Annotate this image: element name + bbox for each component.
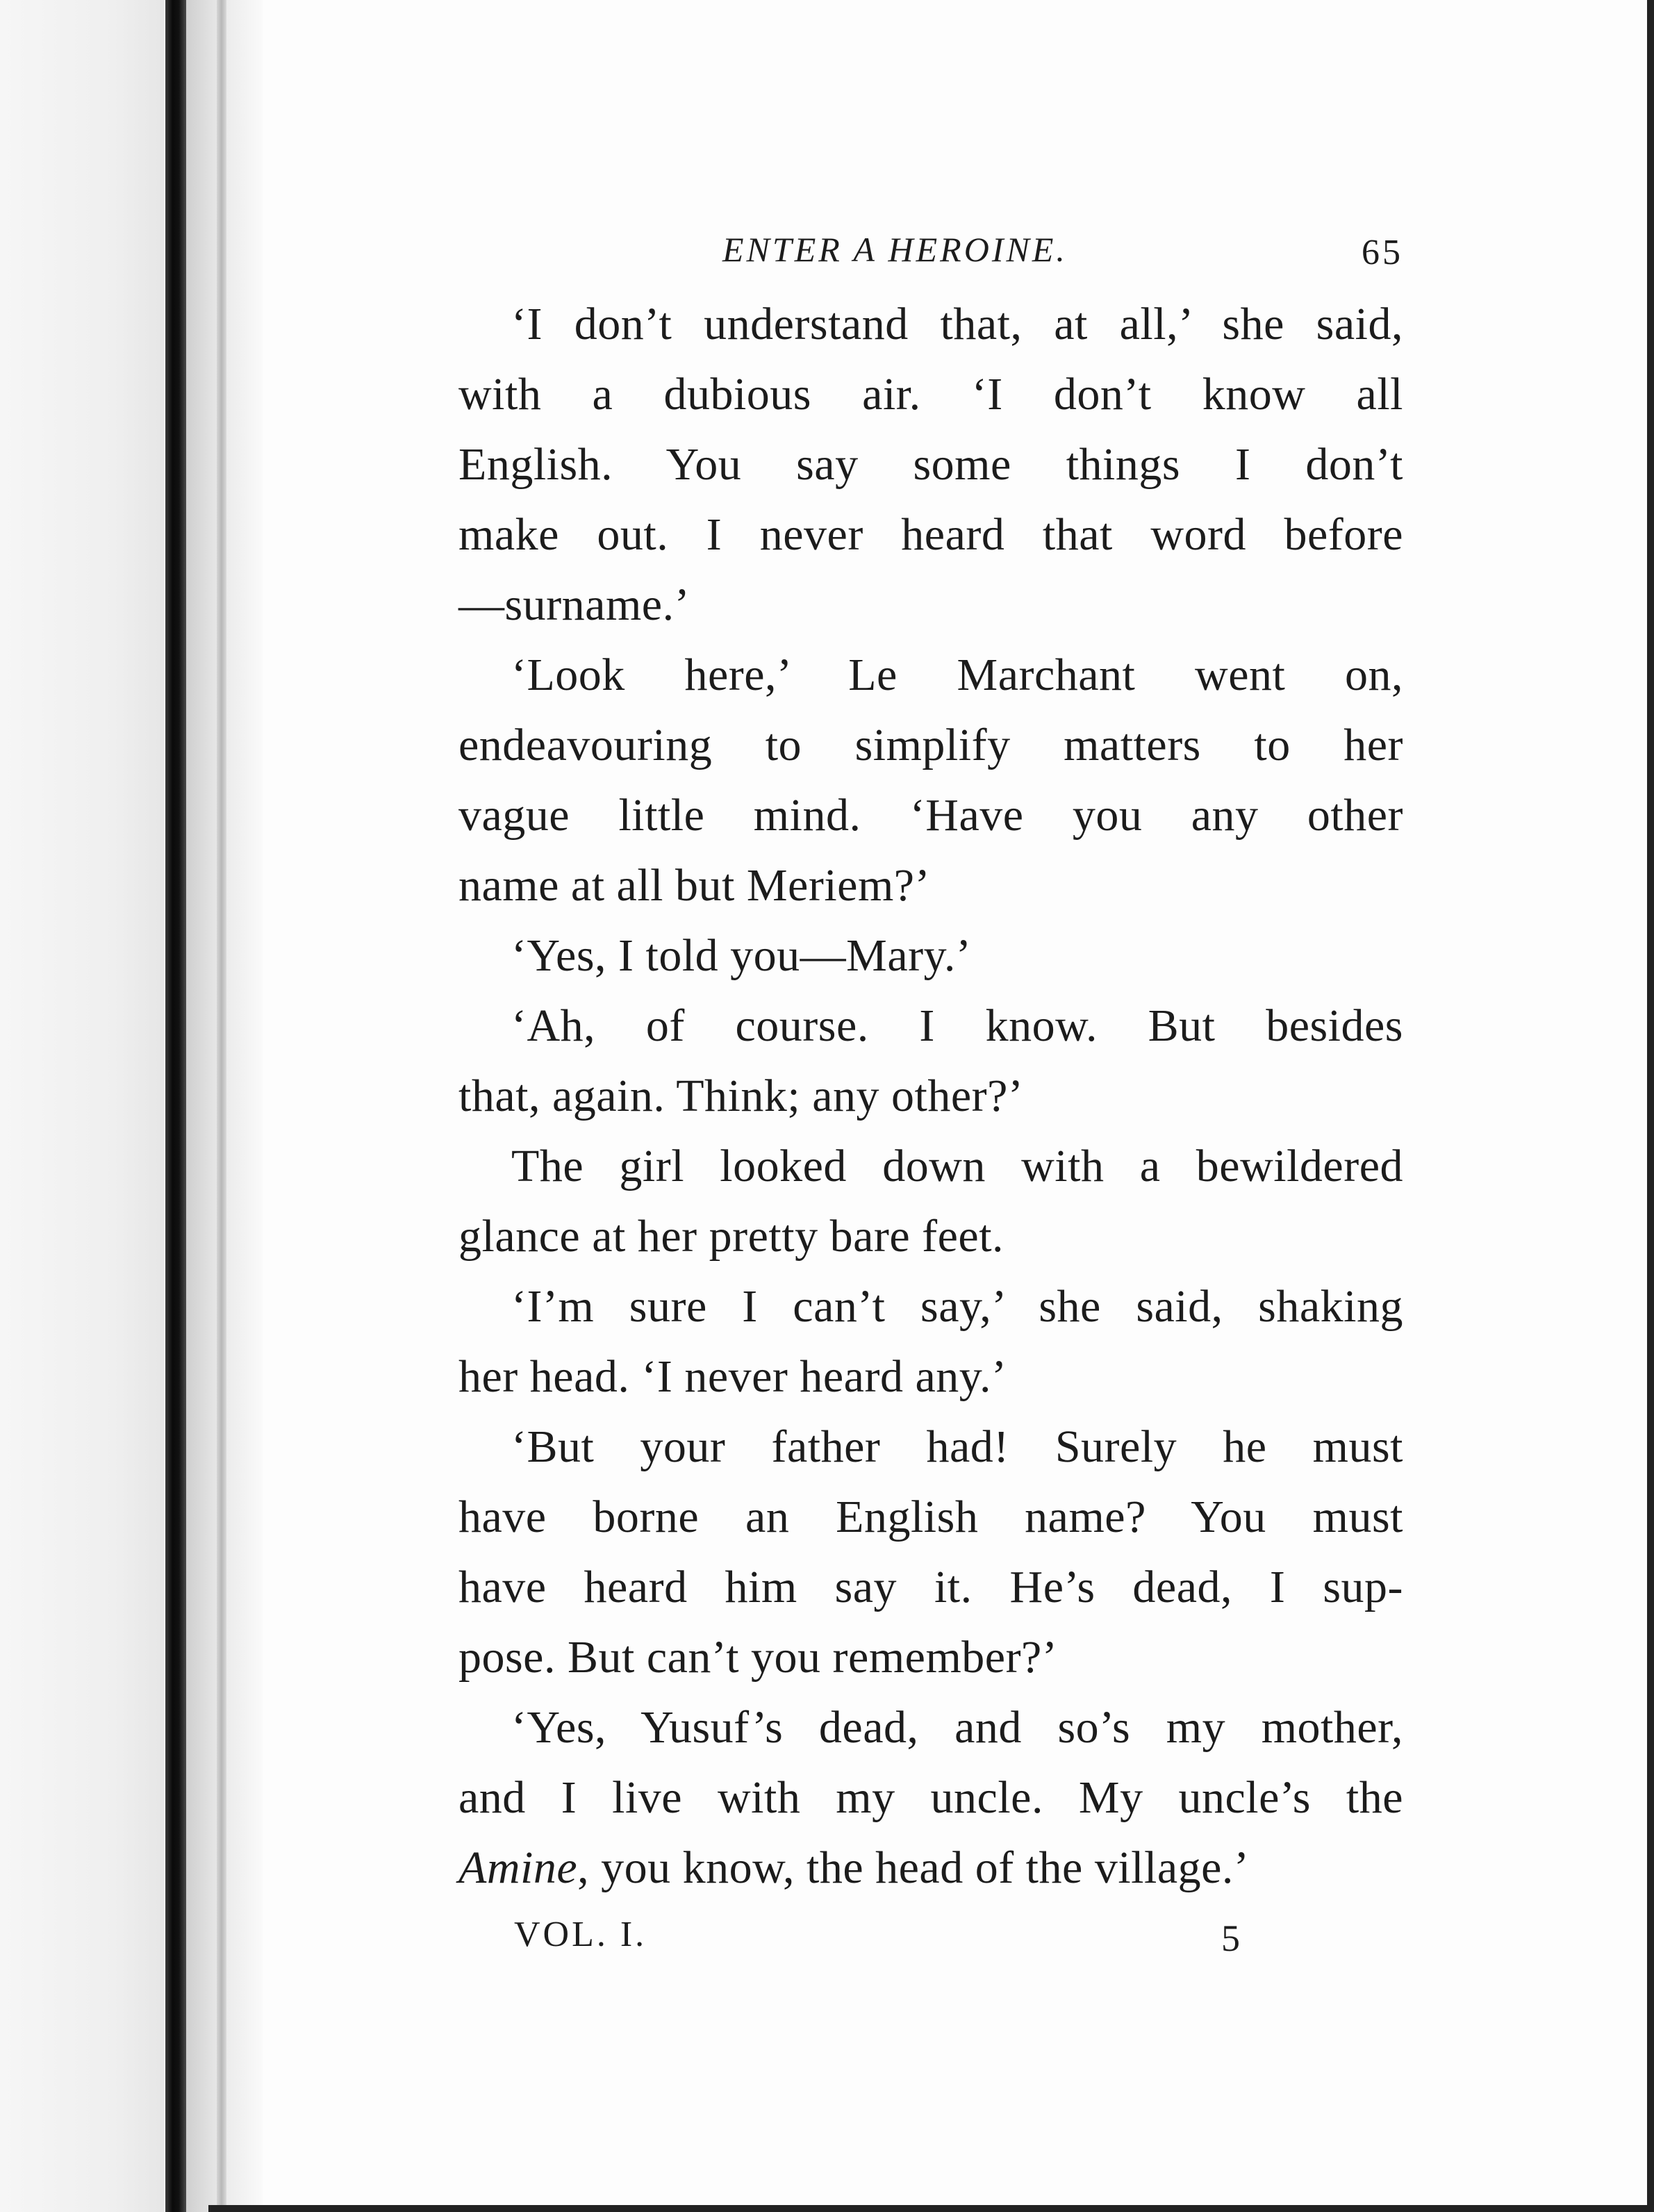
text-line: glance at her pretty bare feet. xyxy=(458,1211,1004,1262)
paragraph xyxy=(458,1271,1403,1412)
body-text xyxy=(458,289,1403,1903)
text-block xyxy=(458,222,1403,1963)
scan-bottom-border xyxy=(208,2205,1654,2212)
text-line: that, again. Think; any other?’ xyxy=(458,1071,1024,1121)
text-line: vague little mind. ‘Have you any other xyxy=(458,790,1403,841)
text-line: Amine, you know, the head of the village.’ xyxy=(458,1842,1250,1893)
paragraph xyxy=(458,921,1403,991)
text-line: have borne an English name? You must xyxy=(458,1492,1403,1542)
text-line: have heard him say it. He’s dead, I sup- xyxy=(458,1562,1403,1612)
paragraph xyxy=(458,1131,1403,1271)
paragraph xyxy=(458,289,1403,640)
book-spine-shadow xyxy=(165,0,186,2212)
text-line: ‘But your father had! Surely he must xyxy=(511,1421,1403,1472)
text-line: ‘Look here,’ Le Marchant went on, xyxy=(511,650,1403,700)
paragraph xyxy=(458,991,1403,1131)
text-line: ‘I don’t understand that, at all,’ she said, xyxy=(511,299,1403,349)
gutter-streak xyxy=(217,0,226,2212)
paragraph xyxy=(458,1692,1403,1903)
text-line: ‘Ah, of course. I know. But besides xyxy=(511,1000,1403,1051)
paragraph xyxy=(458,1412,1403,1692)
text-line: her head. ‘I never heard any.’ xyxy=(458,1351,1007,1402)
paragraph xyxy=(458,640,1403,921)
text-line: ‘Yes, Yusuf’s dead, and so’s my mother, xyxy=(511,1702,1403,1753)
volume-signature: VOL. I. xyxy=(514,1915,647,1954)
page-number: 65 xyxy=(1362,233,1403,272)
text-line: with a dubious air. ‘I don’t know all xyxy=(458,369,1403,420)
text-line: —surname.’ xyxy=(458,579,690,630)
text-line: English. You say some things I don’t xyxy=(458,439,1403,490)
text-line: make out. I never heard that word before xyxy=(458,509,1403,560)
facing-page-margin xyxy=(0,0,164,2212)
running-head xyxy=(458,222,1403,289)
text-line: pose. But can’t you remember?’ xyxy=(458,1632,1058,1683)
text-line: ‘Yes, I told you—Mary.’ xyxy=(511,930,972,981)
text-line: name at all but Meriem?’ xyxy=(458,860,931,911)
text-line: endeavouring to simplify matters to her xyxy=(458,720,1403,770)
signature-number: 5 xyxy=(1221,1917,1240,1959)
text-line: and I live with my uncle. My uncle’s the xyxy=(458,1772,1403,1823)
scan-right-border xyxy=(1647,0,1654,2212)
text-line: The girl looked down with a bewildered xyxy=(511,1141,1403,1191)
text-line: ‘I’m sure I can’t say,’ she said, shaking xyxy=(511,1281,1403,1332)
running-title: ENTER A HEROINE. xyxy=(722,230,1068,269)
page-footer xyxy=(458,1907,1403,1963)
